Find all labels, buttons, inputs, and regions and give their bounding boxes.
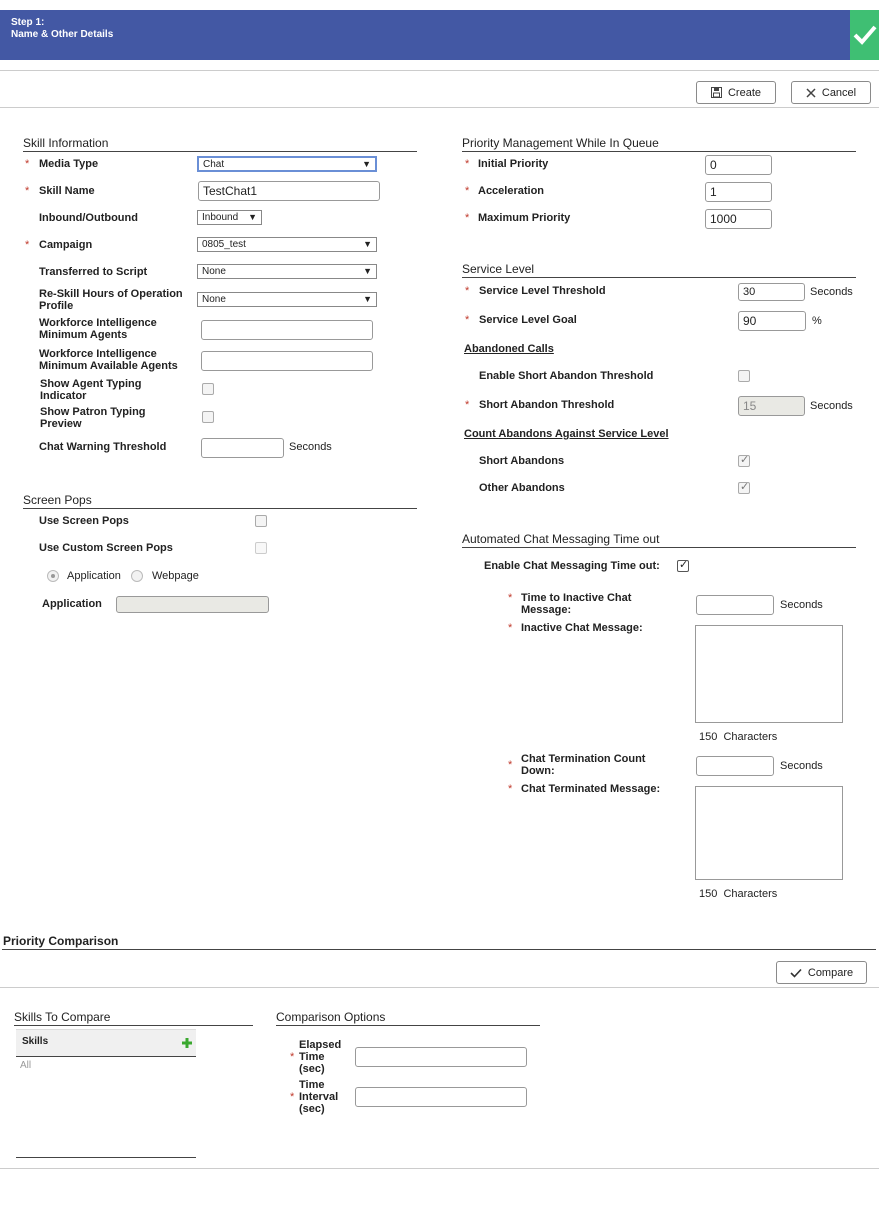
divider	[0, 987, 879, 988]
required-marker: *	[465, 285, 470, 297]
agent-typing-checkbox[interactable]	[202, 383, 214, 395]
step-complete-badge	[850, 10, 879, 60]
required-marker: *	[25, 158, 30, 170]
max-priority-label: Maximum Priority	[478, 212, 571, 224]
webpage-radio[interactable]	[131, 570, 143, 582]
dropdown-arrow-icon: ▼	[363, 294, 372, 304]
time-interval-label	[299, 1079, 338, 1115]
transfer-script-select[interactable]	[197, 264, 377, 279]
wi-min-agents-line1: Workforce Intelligence	[39, 317, 157, 329]
media-type-value: Chat	[203, 159, 225, 170]
media-type-select[interactable]	[197, 156, 377, 172]
reskill-label-line2: Profile	[39, 300, 74, 312]
wi-min-avail-line1: Workforce Intelligence	[39, 348, 157, 360]
divider	[2, 949, 876, 950]
skills-header-label: Skills	[22, 1036, 49, 1047]
priority-comparison-title: Priority Comparison	[3, 934, 119, 948]
wi-min-agents-line2: Minimum Agents	[39, 329, 128, 341]
enable-short-abandon-checkbox[interactable]	[738, 370, 750, 382]
initial-priority-input[interactable]	[705, 155, 772, 175]
use-screen-pops-label: Use Screen Pops	[39, 515, 129, 527]
step-title: Step 1:	[11, 17, 45, 28]
inactive-msg-char-count: 150 Characters	[699, 731, 778, 743]
skill-name-label: Skill Name	[39, 185, 95, 197]
required-marker: *	[465, 212, 470, 224]
agent-typing-line1: Show Agent Typing	[40, 378, 142, 390]
patron-typing-line2: Preview	[40, 418, 82, 430]
inactive-time-input[interactable]	[696, 595, 774, 615]
chat-warning-unit: Seconds	[289, 441, 332, 453]
step-header	[0, 10, 850, 60]
short-abandons-checkbox[interactable]	[738, 455, 750, 467]
short-abandon-threshold-input[interactable]	[738, 396, 805, 416]
reskill-select[interactable]	[197, 292, 377, 307]
inactive-time-line2: Message:	[521, 604, 572, 616]
add-skill-icon[interactable]	[181, 1037, 193, 1049]
transfer-script-label: Transferred to Script	[39, 266, 148, 278]
enable-chat-timeout-checkbox[interactable]	[677, 560, 689, 572]
required-marker: *	[465, 185, 470, 197]
short-abandon-threshold-label: Short Abandon Threshold	[479, 399, 615, 411]
save-icon	[711, 87, 722, 98]
sl-goal-label: Service Level Goal	[479, 314, 577, 326]
screen-pops-title: Screen Pops	[23, 493, 417, 509]
interval-line1: Time	[299, 1079, 325, 1091]
webpage-radio-label: Webpage	[152, 570, 199, 582]
term-msg-textarea[interactable]	[695, 786, 843, 880]
required-marker: *	[465, 314, 470, 326]
application-radio-label: Application	[67, 570, 121, 582]
term-count-line1: Chat Termination Count	[521, 753, 646, 765]
abandoned-calls-link[interactable]: Abandoned Calls	[464, 343, 554, 355]
sl-threshold-unit: Seconds	[810, 286, 853, 298]
patron-typing-checkbox[interactable]	[202, 411, 214, 423]
inactive-time-line1: Time to Inactive Chat	[521, 592, 632, 604]
enable-chat-timeout-label: Enable Chat Messaging Time out:	[484, 560, 660, 572]
step-subtitle: Name & Other Details	[11, 29, 114, 40]
enable-short-abandon-label: Enable Short Abandon Threshold	[479, 370, 654, 382]
required-marker: *	[508, 759, 513, 771]
sl-goal-input[interactable]	[738, 311, 806, 331]
sl-threshold-input[interactable]	[738, 283, 805, 301]
short-abandon-unit: Seconds	[810, 400, 853, 412]
wi-min-avail-input[interactable]	[201, 351, 373, 371]
cancel-button[interactable]	[791, 81, 871, 104]
elapsed-line3: (sec)	[299, 1063, 325, 1075]
patron-typing-label	[40, 406, 146, 430]
create-button[interactable]	[696, 81, 776, 104]
priority-title: Priority Management While In Queue	[462, 136, 856, 152]
wi-min-avail-line2: Minimum Available Agents	[39, 360, 178, 372]
campaign-select[interactable]	[197, 237, 377, 252]
term-msg-label: Chat Terminated Message:	[521, 783, 661, 795]
other-abandons-label: Other Abandons	[479, 482, 565, 494]
close-icon	[806, 88, 816, 98]
initial-priority-label: Initial Priority	[478, 158, 549, 170]
inbound-outbound-value: Inbound	[202, 212, 239, 223]
required-marker: *	[465, 399, 470, 411]
service-level-title: Service Level	[462, 262, 856, 278]
acceleration-input[interactable]	[705, 182, 772, 202]
agent-typing-label	[40, 378, 141, 402]
skills-to-compare-title: Skills To Compare	[14, 1010, 253, 1026]
term-count-unit: Seconds	[780, 760, 823, 772]
interval-line2: Interval	[299, 1091, 339, 1103]
custom-screen-pops-label: Use Custom Screen Pops	[39, 542, 173, 554]
max-priority-input[interactable]	[705, 209, 772, 229]
reskill-label-line1: Re-Skill Hours of Operation	[39, 288, 183, 300]
dropdown-arrow-icon: ▼	[363, 266, 372, 276]
sl-threshold-label: Service Level Threshold	[479, 285, 606, 297]
use-screen-pops-checkbox[interactable]	[255, 515, 267, 527]
required-marker: *	[465, 158, 470, 170]
divider	[16, 1157, 196, 1158]
campaign-value: 0805_test	[202, 239, 246, 250]
interval-line3: (sec)	[299, 1103, 325, 1115]
term-count-input[interactable]	[696, 756, 774, 776]
required-marker: *	[290, 1091, 295, 1103]
create-label: Create	[727, 86, 762, 99]
time-interval-input[interactable]	[355, 1087, 527, 1107]
sl-goal-unit: %	[812, 315, 822, 327]
wi-min-avail-label	[39, 348, 178, 372]
inactive-time-unit: Seconds	[780, 599, 823, 611]
required-marker: *	[508, 622, 513, 634]
skills-all-item[interactable]: All	[20, 1060, 32, 1071]
required-marker: *	[25, 239, 30, 251]
acceleration-label: Acceleration	[478, 185, 545, 197]
divider	[0, 1168, 879, 1169]
campaign-label: Campaign	[39, 239, 93, 251]
reskill-value: None	[202, 294, 226, 305]
wi-min-agents-input[interactable]	[201, 320, 373, 340]
term-count-line2: Down:	[521, 765, 555, 777]
wi-min-agents-label	[39, 317, 157, 341]
application-input[interactable]	[116, 596, 269, 613]
checkmark-icon	[850, 10, 879, 60]
chat-warning-label: Chat Warning Threshold	[39, 441, 167, 453]
required-marker: *	[290, 1051, 295, 1063]
count-abandons-link[interactable]: Count Abandons Against Service Level	[464, 428, 669, 440]
required-marker: *	[508, 592, 513, 604]
cancel-label: Cancel	[821, 86, 857, 99]
elapsed-time-input[interactable]	[355, 1047, 527, 1067]
custom-screen-pops-checkbox[interactable]	[255, 542, 267, 554]
compare-label: Compare	[807, 966, 854, 979]
divider	[0, 70, 879, 71]
other-abandons-checkbox[interactable]	[738, 482, 750, 494]
comparison-options-title: Comparison Options	[276, 1010, 540, 1026]
inactive-time-label	[521, 592, 631, 616]
application-label: Application	[42, 598, 102, 610]
transfer-script-value: None	[202, 266, 226, 277]
elapsed-time-label	[299, 1039, 341, 1075]
term-count-label	[521, 753, 645, 777]
application-radio[interactable]	[47, 570, 59, 582]
media-type-label: Media Type	[39, 158, 99, 170]
checkmark-icon	[790, 968, 802, 978]
compare-button[interactable]	[776, 961, 867, 984]
inactive-msg-textarea[interactable]	[695, 625, 843, 723]
dropdown-arrow-icon: ▼	[248, 212, 257, 222]
elapsed-line1: Elapsed	[299, 1039, 342, 1051]
inbound-outbound-select[interactable]	[197, 210, 262, 225]
elapsed-line2: Time	[299, 1051, 325, 1063]
required-marker: *	[508, 783, 513, 795]
divider	[0, 107, 879, 108]
short-abandons-label: Short Abandons	[479, 455, 565, 467]
dropdown-arrow-icon: ▼	[363, 239, 372, 249]
skill-info-title: Skill Information	[23, 136, 417, 152]
patron-typing-line1: Show Patron Typing	[40, 406, 146, 418]
required-marker: *	[25, 185, 30, 197]
chat-timeout-title: Automated Chat Messaging Time out	[462, 532, 856, 548]
inactive-msg-label: Inactive Chat Message:	[521, 622, 643, 634]
inbound-outbound-label: Inbound/Outbound	[39, 212, 138, 224]
chat-warning-input[interactable]	[201, 438, 284, 458]
skill-name-input[interactable]	[198, 181, 380, 201]
reskill-label	[39, 288, 183, 312]
dropdown-arrow-icon: ▼	[362, 159, 371, 169]
term-msg-char-count: 150 Characters	[699, 888, 778, 900]
agent-typing-line2: Indicator	[40, 390, 87, 402]
